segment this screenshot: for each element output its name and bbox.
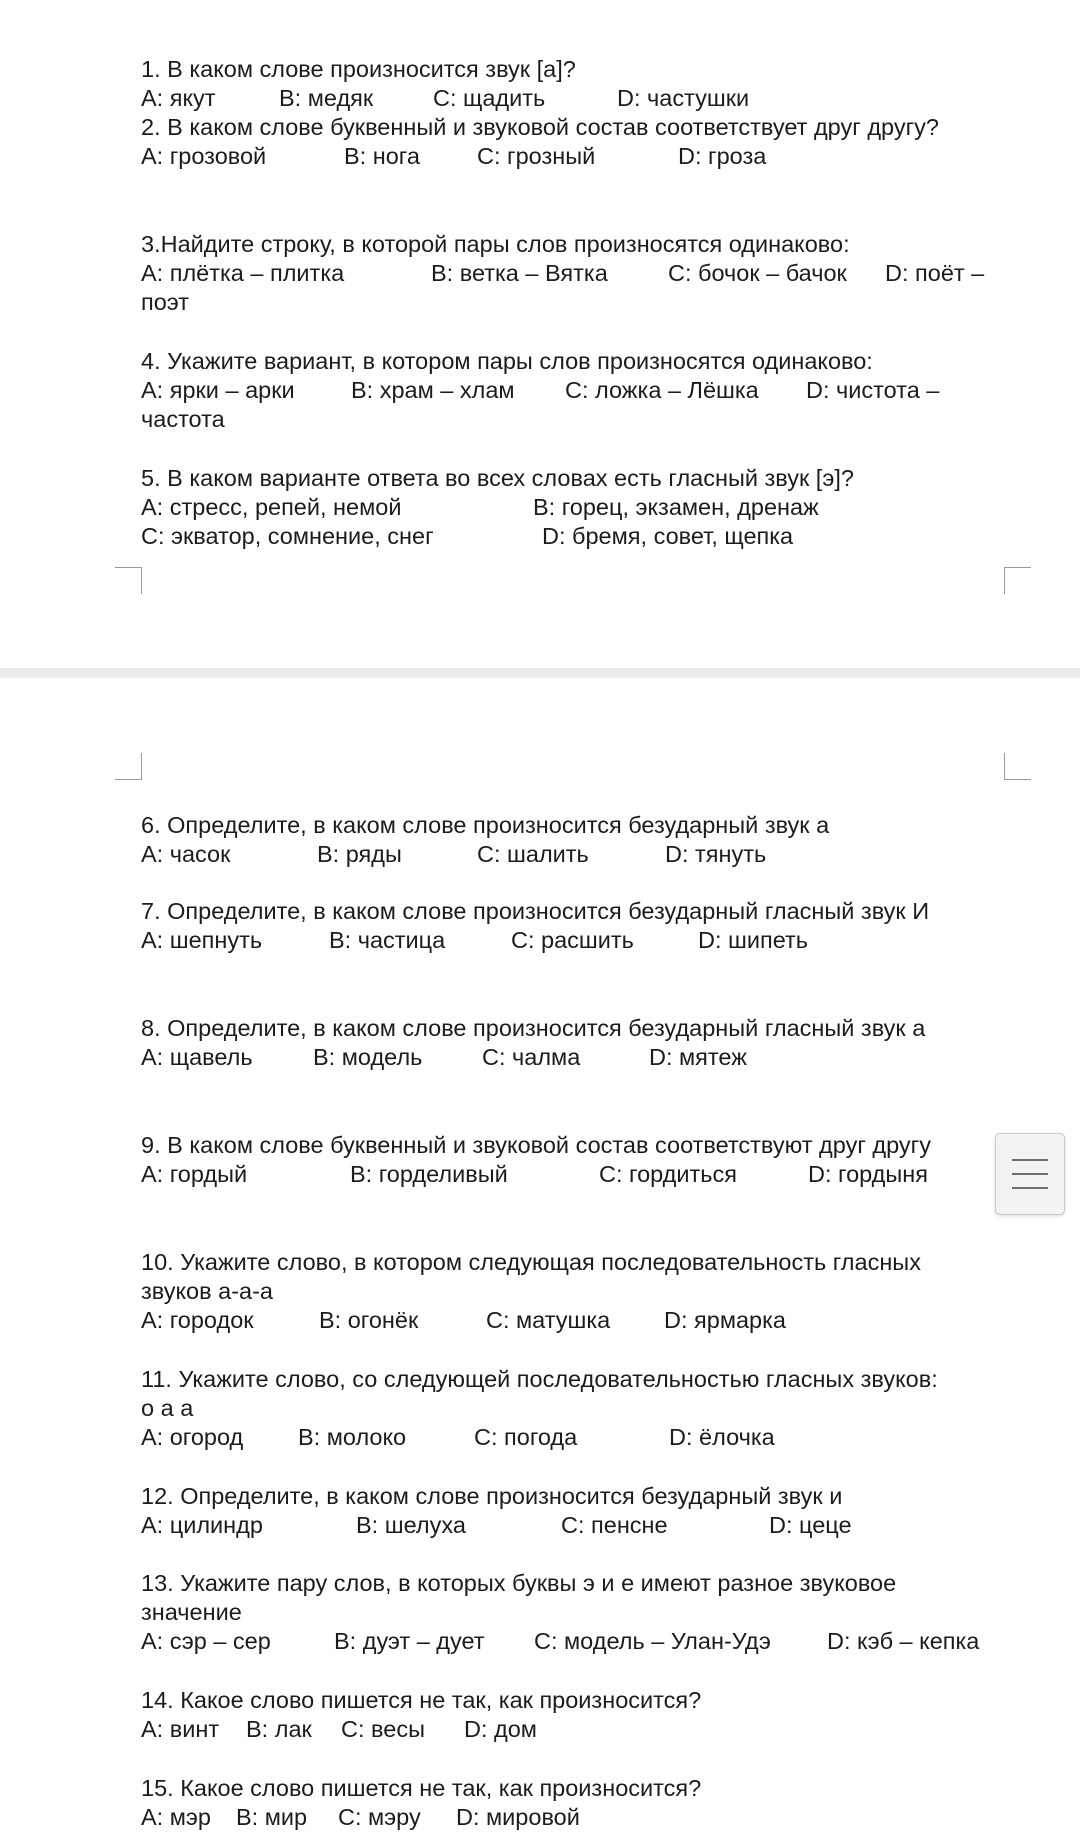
option-a: А: щавель — [141, 1044, 253, 1070]
question-14 — [141, 1686, 1011, 1744]
question-text: 4. Укажите вариант, в котором пары слов произносятся одинаково: — [141, 348, 873, 374]
option-d: D: бремя, совет, щепка — [542, 523, 794, 549]
option-c: С: мэру — [338, 1804, 421, 1830]
page-margin-corner-mark — [1004, 567, 1031, 594]
question-7 — [141, 897, 1001, 955]
question-text: 11. Укажите слово, со следующей последовательностью гласных звуков: о а а — [141, 1366, 938, 1421]
option-d: D: шипеть — [698, 927, 809, 953]
option-d: D: ярмарка — [664, 1307, 786, 1333]
option-d: D: мятеж — [649, 1044, 747, 1070]
answer-options — [141, 840, 1011, 869]
option-b: В: шелуха — [356, 1512, 466, 1538]
answer-options — [141, 1803, 1011, 1832]
question-text: 12. Определите, в каком слове произносится безударный звук и — [141, 1483, 843, 1509]
option-a: А: ярки – арки — [141, 377, 295, 403]
menu-button[interactable] — [995, 1133, 1065, 1215]
option-d: D: гордыня — [808, 1161, 928, 1187]
question-text: 14. Какое слово пишется не так, как произносится? — [141, 1687, 702, 1713]
option-a: А: плётка – плитка — [141, 260, 345, 286]
question-9 — [141, 1131, 971, 1189]
option-a: А: стресс, репей, немой — [141, 494, 402, 520]
option-d: D: гроза — [678, 143, 767, 169]
question-text: 10. Укажите слово, в котором следующая последовательность гласных звуков а-а-а — [141, 1249, 921, 1304]
question-text: 13. Укажите пару слов, в которых буквы э и е имеют разное звуковое значение — [141, 1570, 897, 1625]
answer-options — [141, 1715, 1011, 1744]
option-d: D: ёлочка — [669, 1424, 775, 1450]
question-text: 1. В каком слове произносится звук [а]? — [141, 56, 576, 82]
option-c: С: чалма — [482, 1044, 581, 1070]
answer-options — [141, 926, 1001, 955]
option-a: А: огород — [141, 1424, 244, 1450]
question-text: 15. Какое слово пишется не так, как произносится? — [141, 1775, 702, 1801]
option-d: D: частушки — [617, 85, 750, 111]
answer-options — [141, 522, 1011, 551]
question-13 — [141, 1569, 991, 1656]
hamburger-line — [1012, 1173, 1048, 1175]
answer-options — [141, 1043, 1001, 1072]
option-c: С: ложка – Лёшка — [565, 377, 759, 403]
option-b: В: мир — [236, 1804, 308, 1830]
option-b: В: медяк — [279, 85, 374, 111]
option-b: В: ряды — [317, 841, 402, 867]
option-b: В: ветка – Вятка — [431, 260, 608, 286]
option-c: С: модель – Улан-Удэ — [534, 1628, 771, 1654]
option-b: В: лак — [246, 1716, 312, 1742]
option-d: D: цеце — [769, 1512, 852, 1538]
question-15 — [141, 1774, 1011, 1832]
question-3 — [141, 230, 1011, 317]
option-b: В: частица — [329, 927, 446, 953]
option-c: С: экватор, сомнение, снег — [141, 523, 434, 549]
question-1 — [141, 55, 1011, 113]
option-b: В: молоко — [298, 1424, 407, 1450]
page-margin-corner-mark — [115, 567, 142, 594]
option-d-continuation: частота — [141, 406, 225, 432]
answer-options — [141, 84, 1011, 113]
option-c: С: щадить — [433, 85, 546, 111]
option-c: С: шалить — [477, 841, 589, 867]
option-a: А: гордый — [141, 1161, 248, 1187]
option-c: С: пенсне — [561, 1512, 668, 1538]
answer-options — [141, 1423, 941, 1452]
option-a: А: цилиндр — [141, 1512, 263, 1538]
option-d: D: мировой — [456, 1804, 580, 1830]
question-text: 5. В каком варианте ответа во всех словах есть гласный звук [э]? — [141, 465, 854, 491]
question-text: 9. В каком слове буквенный и звуковой состав соответствуют друг другу — [141, 1132, 932, 1158]
answer-options — [141, 1160, 971, 1189]
option-c: С: гордиться — [599, 1161, 738, 1187]
option-a: А: часок — [141, 841, 231, 867]
answer-options — [141, 1306, 951, 1335]
question-text: 2. В каком слове буквенный и звуковой состав соответствует друг другу? — [141, 114, 939, 140]
question-2 — [141, 113, 961, 171]
question-6 — [141, 811, 1011, 869]
page-margin-corner-mark — [1004, 753, 1031, 780]
answer-options — [141, 142, 961, 171]
question-11 — [141, 1365, 941, 1452]
option-b: В: огонёк — [319, 1307, 419, 1333]
option-a: А: грозовой — [141, 143, 267, 169]
option-b: В: дуэт – дует — [334, 1628, 485, 1654]
question-12 — [141, 1482, 1011, 1540]
option-c: С: весы — [341, 1716, 425, 1742]
option-d: D: дом — [464, 1716, 537, 1742]
option-d: D: чистота – — [806, 377, 940, 403]
option-a: А: мэр — [141, 1804, 211, 1830]
option-d-continuation: поэт — [141, 289, 190, 315]
hamburger-line — [1012, 1159, 1048, 1161]
option-b: В: модель — [313, 1044, 423, 1070]
page-separator — [0, 668, 1080, 678]
answer-options — [141, 493, 1011, 522]
question-text: 7. Определите, в каком слове произносится безударный гласный звук И — [141, 898, 930, 924]
option-b: В: нога — [344, 143, 420, 169]
option-d: D: поёт – — [885, 260, 985, 286]
option-c: С: погода — [474, 1424, 578, 1450]
answer-options — [141, 1511, 1011, 1540]
question-text: 3.Найдите строку, в которой пары слов произносятся одинаково: — [141, 231, 850, 257]
option-d: D: тянуть — [665, 841, 767, 867]
option-c: С: расшить — [511, 927, 634, 953]
option-b: В: горец, экзамен, дренаж — [533, 494, 819, 520]
hamburger-line — [1012, 1187, 1048, 1189]
answer-options — [141, 259, 1011, 288]
option-a: А: якут — [141, 85, 216, 111]
option-c: С: бочок – бачок — [668, 260, 847, 286]
option-a: А: городок — [141, 1307, 254, 1333]
option-c: С: грозный — [477, 143, 596, 169]
option-c: С: матушка — [486, 1307, 611, 1333]
option-a: А: шепнуть — [141, 927, 263, 953]
option-a: А: сэр – сер — [141, 1628, 271, 1654]
question-text: 6. Определите, в каком слове произносится безударный звук а — [141, 812, 830, 838]
question-5 — [141, 464, 1011, 551]
question-8 — [141, 1014, 1001, 1072]
option-d: D: кэб – кепка — [827, 1628, 980, 1654]
question-4 — [141, 347, 1011, 434]
question-text: 8. Определите, в каком слове произносится безударный гласный звук а — [141, 1015, 926, 1041]
option-b: В: храм – хлам — [351, 377, 515, 403]
option-b: В: горделивый — [350, 1161, 508, 1187]
option-a: А: винт — [141, 1716, 220, 1742]
answer-options — [141, 1627, 991, 1656]
answer-options — [141, 376, 1011, 405]
question-10 — [141, 1248, 951, 1335]
page-margin-corner-mark — [115, 753, 142, 780]
